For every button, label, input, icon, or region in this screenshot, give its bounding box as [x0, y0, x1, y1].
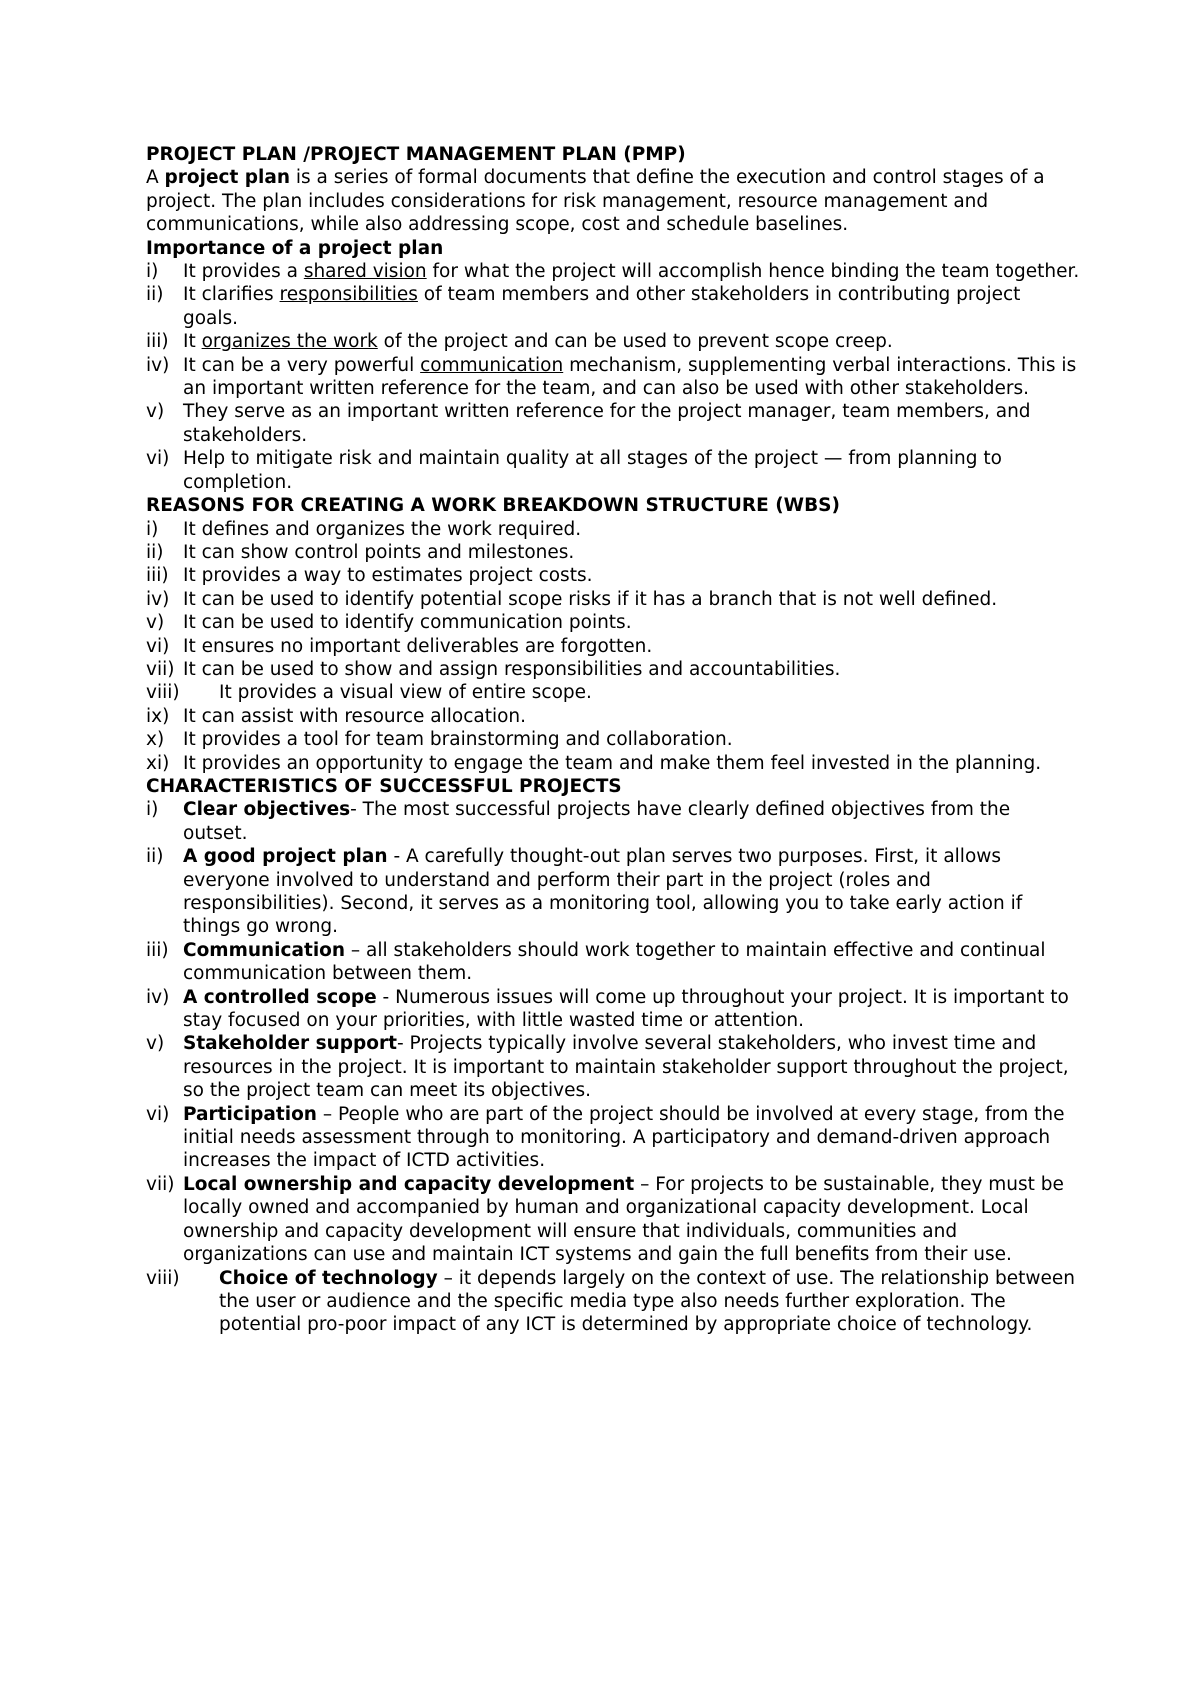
item-text: It ensures no important deliverables are forgotten.: [183, 635, 653, 657]
item-text: [183, 798, 1080, 845]
item-text: It can be used to show and assign responsibilities and accountabilities.: [183, 658, 841, 680]
importance-heading: Importance of a project plan: [146, 237, 444, 259]
intro-paragraph: [146, 166, 1080, 236]
list-item: [146, 798, 1080, 845]
list-item: [146, 845, 1080, 939]
item-text: It can assist with resource allocation.: [183, 705, 527, 727]
item-description: – all stakeholders should work together to maintain effective and continual communication between them.: [183, 939, 1046, 985]
item-text: It can be used to identify communication points.: [183, 612, 632, 634]
item-number: iv): [146, 588, 170, 610]
item-text: [183, 1032, 1080, 1102]
item-text-part: for what the project will accomplish hence binding the team together.: [426, 261, 1080, 283]
item-text: It provides an opportunity to engage the team and make them feel invested in the planning.: [183, 752, 1042, 774]
list-item: [146, 681, 1080, 704]
item-number: ii): [146, 284, 164, 306]
item-number: iv): [146, 354, 170, 376]
list-item: [146, 330, 1080, 353]
item-number: iii): [146, 939, 169, 961]
intro-text: is a series of formal documents that define the execution and control stages of a project. The plan includes considerations for risk management, resource management and communications, while also addressing scope, cost and schedule baselines.: [146, 167, 1045, 236]
importance-list: [146, 260, 1080, 494]
item-text: It can show control points and milestones.: [183, 541, 575, 563]
item-description: - A carefully thought-out plan serves two purposes. First, it allows everyone involved to understand and perform their part in the project (roles and responsibilities). Second, it serves as a monitoring tool, allowing you to take early action if things go wrong.: [183, 846, 1023, 938]
item-text: [183, 283, 1080, 330]
item-text: [183, 1103, 1080, 1173]
underlined-term: shared vision: [303, 261, 427, 283]
list-item: [146, 1103, 1080, 1173]
intro-term: project plan: [164, 167, 290, 189]
list-item: [146, 354, 1080, 401]
item-description: – it depends largely on the context of use. The relationship between the user or audience and the specific media type also needs further exploration. The potential pro-poor impact of any ICT is determined by appropriate choice of technology.: [219, 1267, 1075, 1336]
item-number: ix): [146, 705, 170, 727]
page-title: PROJECT PLAN /PROJECT MANAGEMENT PLAN (PMP): [146, 144, 686, 165]
wbs-list: [146, 518, 1080, 775]
list-item: [146, 518, 1080, 541]
underlined-term: organizes the work: [201, 331, 378, 353]
item-text: They serve as an important written reference for the project manager, team members, and stakeholders.: [183, 401, 1031, 446]
item-number: x): [146, 729, 165, 751]
item-term: A controlled scope: [183, 986, 377, 1008]
item-term: Clear objectives: [183, 799, 351, 821]
item-text-part: It: [183, 331, 202, 353]
item-number: v): [146, 401, 165, 423]
item-text: It provides a visual view of entire scope.: [219, 682, 592, 704]
list-item: [146, 658, 1080, 681]
item-text: It provides a way to estimates project costs.: [183, 565, 593, 587]
item-text: It provides a tool for team brainstorming and collaboration.: [183, 729, 733, 751]
item-number: i): [146, 261, 159, 283]
wbs-heading: REASONS FOR CREATING A WORK BREAKDOWN STRUCTURE (WBS): [146, 495, 840, 517]
item-description: - Projects typically involve several stakeholders, who invest time and resources in the project. It is important to maintain stakeholder support throughout the project, so the project team can meet its objectives.: [183, 1033, 1069, 1102]
item-text: [183, 986, 1080, 1033]
item-text: Help to mitigate risk and maintain quality at all stages of the project — from planning to completion.: [183, 448, 1002, 493]
list-item: [146, 611, 1080, 634]
item-term: Local ownership and capacity development: [183, 1173, 635, 1195]
list-item: [146, 752, 1080, 775]
list-item: [146, 564, 1080, 587]
intro-prefix: A: [146, 167, 165, 189]
item-text: It can be used to identify potential scope risks if it has a branch that is not well defined.: [183, 588, 998, 610]
item-text: [183, 1173, 1080, 1267]
item-text-part: It clarifies: [183, 284, 280, 306]
list-item: [146, 1032, 1080, 1102]
characteristics-list: [146, 798, 1080, 1336]
item-number: viii): [146, 1267, 180, 1289]
item-term: Participation: [183, 1103, 317, 1125]
list-item: [146, 986, 1080, 1033]
item-number: vii): [146, 1173, 175, 1195]
item-text-part: of the project and can be used to prevent scope creep.: [377, 331, 893, 353]
list-item: [146, 1173, 1080, 1267]
list-item: [146, 1267, 1080, 1337]
underlined-term: responsibilities: [279, 284, 418, 306]
item-number: vi): [146, 635, 170, 657]
item-number: iii): [146, 331, 169, 353]
item-term: Choice of technology: [219, 1267, 438, 1289]
item-number: vi): [146, 1103, 170, 1125]
item-description: - Numerous issues will come up throughout your project. It is important to stay focused on your priorities, with little wasted time or attention.: [183, 986, 1069, 1032]
item-text-part: It provides a: [183, 261, 304, 283]
item-text: [183, 845, 1080, 939]
item-description: – For projects to be sustainable, they must be locally owned and accompanied by human and organizational capacity development. Local ownership and capacity development will ensure that individuals, communities and organizations can use and maintain ICT systems and gain the full benefits from their use.: [183, 1173, 1064, 1266]
list-item: [146, 447, 1080, 494]
item-text: It defines and organizes the work required.: [183, 518, 582, 540]
item-number: vi): [146, 448, 170, 470]
list-item: [146, 283, 1080, 330]
item-text-part: of team members and other stakeholders in contributing project goals.: [183, 284, 1021, 329]
item-term: Stakeholder support: [183, 1033, 397, 1055]
list-item: [146, 728, 1080, 751]
item-text: [183, 354, 1080, 401]
list-item: [146, 541, 1080, 564]
item-term: Communication: [183, 939, 346, 961]
item-text: [183, 260, 1080, 283]
item-text: [219, 1267, 1080, 1337]
item-number: vii): [146, 658, 175, 680]
list-item: [146, 260, 1080, 283]
list-item: [146, 635, 1080, 658]
item-text: [183, 939, 1080, 986]
item-number: ii): [146, 846, 164, 868]
item-number: i): [146, 799, 159, 821]
item-text-part: It can be a very powerful: [183, 354, 421, 376]
item-number: iv): [146, 986, 170, 1008]
item-number: iii): [146, 565, 169, 587]
list-item: [146, 705, 1080, 728]
list-item: [146, 939, 1080, 986]
underlined-term: communication: [420, 354, 564, 376]
list-item: [146, 588, 1080, 611]
item-number: xi): [146, 752, 170, 774]
item-number: v): [146, 1033, 165, 1055]
item-term: A good project plan: [183, 846, 388, 868]
item-number: ii): [146, 541, 164, 563]
item-description: – People who are part of the project should be involved at every stage, from the initial needs assessment through to monitoring. A participatory and demand-driven approach increases the impact of ICTD activities.: [183, 1103, 1065, 1172]
item-text-part: mechanism, supplementing verbal interactions. This is an important written reference for the team, and can also be used with other stakeholders.: [183, 354, 1077, 400]
item-number: viii): [146, 682, 180, 704]
item-description: - The most successful projects have clearly defined objectives from the outset.: [183, 799, 1011, 844]
characteristics-heading: CHARACTERISTICS OF SUCCESSFUL PROJECTS: [146, 775, 622, 797]
item-text: [183, 330, 1080, 353]
list-item: [146, 400, 1080, 447]
item-number: v): [146, 612, 165, 634]
item-number: i): [146, 518, 159, 540]
